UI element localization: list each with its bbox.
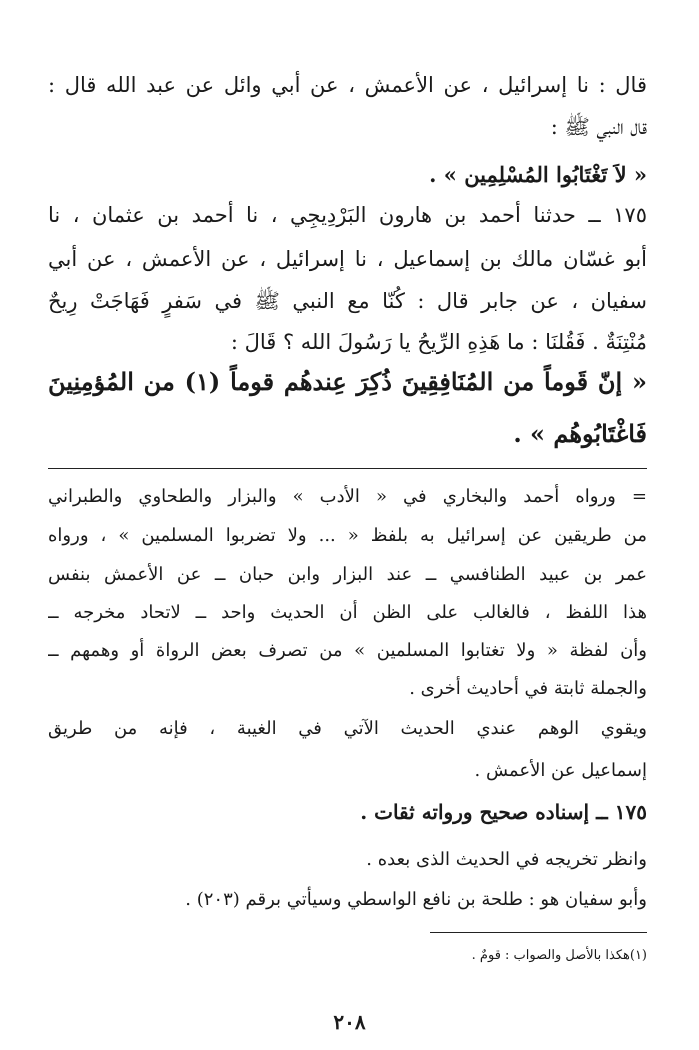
main-text-line-5: أبو غسّان مالك بن إسماعيل ، نا إسرائيل ، عن الأعمش ، عن أبي [48,247,647,271]
main-text-line-6: سفيان ، عن جابر قال : كُنّا مع النبي ﷺ في سَفرٍ فَهَاجَتْ رِيحٌ [48,289,647,313]
main-text-line-7: مُنْتِنَةٌ . فَقُلنَا : ما هَذِهِ الرِّيحُ يا رَسُولَ الله ؟ قَالَ : [230,330,647,354]
main-text-line-3: « لاَ تَغْتَابُوا المُسْلِمِين » . [429,162,647,187]
main-text-line-2: قال النبي ﷺ : [550,115,647,139]
note-line-6: والجملة ثابتة في أحاديث أخرى . [409,678,647,699]
footnote-divider [430,932,647,933]
main-text-line-8: « إنّ قَوماً من المُنَافِقِينَ ذُكِرَ عِندهُم قوماً (١) من المُؤمِنِينَ [48,367,647,396]
note-line-4: هذا اللفظ ، فالغالب على الظن أن الحديث واحد ــ لاتحاد مخرجه ــ [48,602,647,623]
section-divider [48,468,647,469]
note-line-11: وأبو سفيان هو : طلحة بن نافع الواسطي وسيأتي برقم (٢٠٣) . [185,889,647,910]
main-text-line-9: فَاغْتَابُوهُم » . [513,419,647,448]
note-line-1: = ورواه أحمد والبخاري في « الأدب » والبزار والطحاوي والطبراني [48,486,647,507]
main-text-line-4: ١٧٥ ــ حدثنا أحمد بن هارون البَرْدِيجِي ، نا أحمد بن عثمان ، نا [48,203,647,227]
note-line-9-heading: ١٧٥ ــ إسناده صحيح ورواته ثقات . [360,800,647,824]
note-line-3: عمر بن عبيد الطنافسي ــ عند البزار وابن حبان ــ عن الأعمش بنفس [48,564,647,585]
note-line-2: من طريقين عن إسرائيل به بلفظ « ... ولا تضربوا المسلمين » ، ورواه [48,525,647,546]
main-text-line-1: قال : نا إسرائيل ، عن الأعمش ، عن أبي وائل عن عبد الله قال : [48,73,647,97]
footnote: (١)هكذا بالأصل والصواب : قومٌ . [471,948,647,963]
note-line-7: ويقوي الوهم عندي الحديث الآتي في الغيبة ، فإنه من طريق [48,718,647,739]
note-line-10: وانظر تخريجه في الحديث الذى بعده . [366,849,647,870]
note-line-5: وأن لفظة « ولا تغتابوا المسلمين » من تصرف بعض الرواة أو وهمهم ــ [48,640,647,661]
page-number: ٢٠٨ [333,1010,366,1034]
note-line-8: إسماعيل عن الأعمش . [474,760,647,781]
